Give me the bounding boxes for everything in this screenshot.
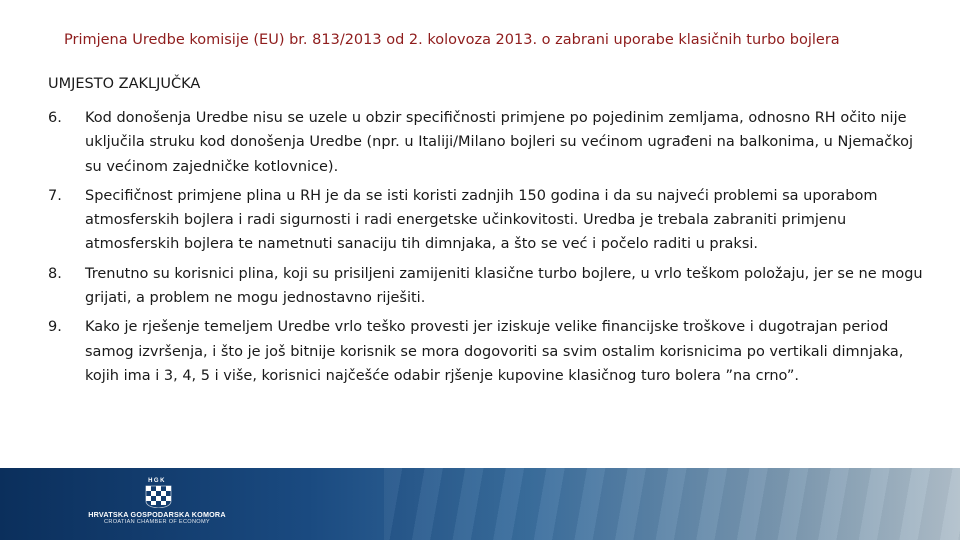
list-item <box>48 315 928 388</box>
list-item <box>48 184 928 257</box>
list-item-text: Specifičnost primjene plina u RH je da se isti koristi zadnjih 150 godina i da su najveći problemi sa uporabom atmosferskih bojlera i radi sigurnosti i radi energetske učinkovitosti. Uredba je trebala zabraniti primjenu atmosferskih bojlera te nametnuti sanaciju tih dimnjaka, a što se već i počelo raditi u praksi. <box>85 187 878 253</box>
list-item-text: Trenutno su korisnici plina, koji su prisiljeni zamijeniti klasične turbo bojlere, u vrlo teškom položaju, jer se ne mogu grijati, a problem ne mogu jednostavno riješiti. <box>85 265 923 307</box>
list-item-number: 6. <box>48 110 62 126</box>
conclusion-list <box>48 106 928 393</box>
hgk-logo <box>82 476 232 532</box>
hgk-checkerboard-logo-icon <box>138 476 176 508</box>
list-item-number: 7. <box>48 187 62 204</box>
list-item-text: Kako je rješenje temeljem Uredbe vrlo teško provesti jer iziskuje velike financijske troškove i dugotrajan period samog izvršenja, i što je još bitnije korisnik se mora dogovoriti sa svim ostalim korisnicima po vertikali dimnjaka, kojih ima i 3, 4, 5 i više, korisnici najčešće odabir rjšenje kupovine klasičnog turo bolera ”na crno”. <box>85 319 904 384</box>
logo-abbr: HGK <box>148 478 166 484</box>
slide-title: Primjena Uredbe komisije (EU) br. 813/2013 od 2. kolovoza 2013. o zabrani uporabe klasičnih turbo bojlera <box>64 32 840 48</box>
list-item-text: Kod donošenja Uredbe nisu se uzele u obzir specifičnosti primjene po pojedinim zemljama, odnosno RH očito nije uključila struku kod donošenja Uredbe (npr. u Italiji/Milano bojleri su većinom ugrađeni na balkonima, u Njemačkoj su većinom zajedničke kotlovnice). <box>85 110 914 175</box>
list-item-number: 9. <box>48 319 62 336</box>
section-heading: UMJESTO ZAKLJUČKA <box>48 76 201 92</box>
list-item <box>48 262 928 311</box>
list-item-number: 8. <box>48 265 62 282</box>
logo-subname: CROATIAN CHAMBER OF ECONOMY <box>104 519 210 525</box>
list-item <box>48 106 928 179</box>
logo-name: HRVATSKA GOSPODARSKA KOMORA <box>88 510 226 519</box>
